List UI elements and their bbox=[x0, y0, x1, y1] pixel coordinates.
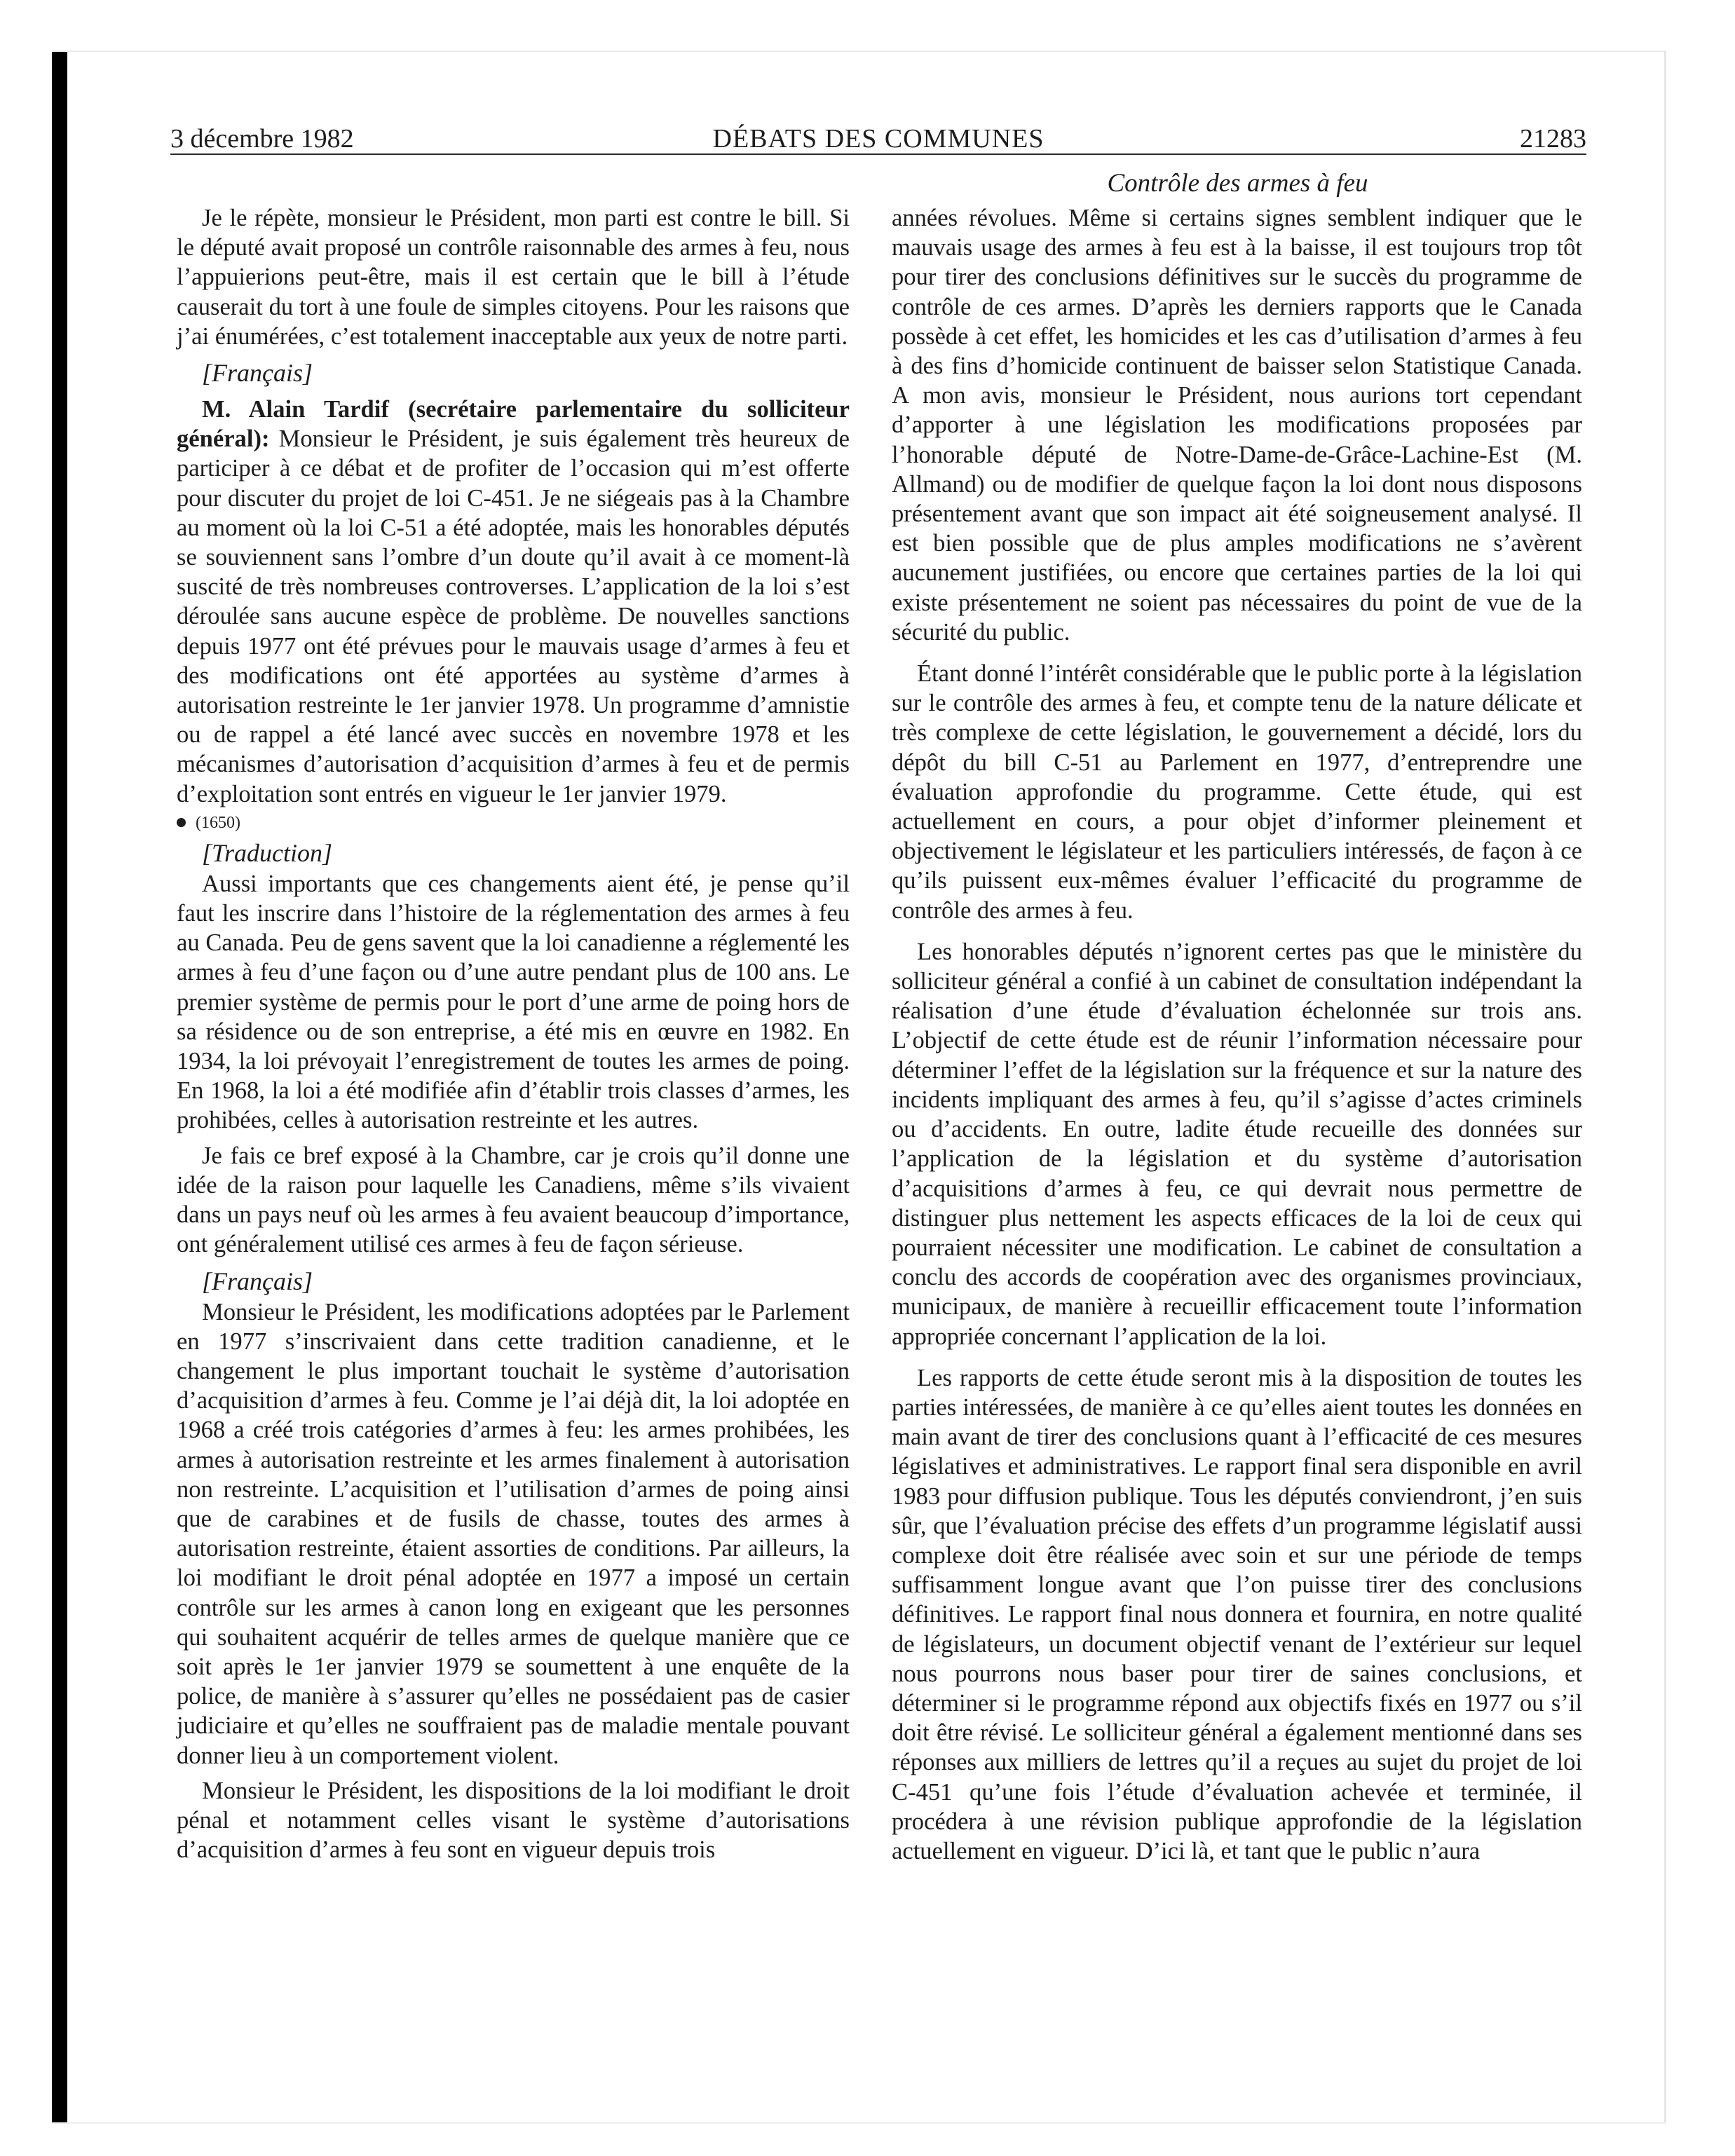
paragraph: Les rapports de cette étude seront mis à la disposition de toutes les parties intéressées, de manière à ce qu’elles aient toutes les données en main avant de tirer des conclusions quant à l’efficacité de ces mesures législatives et administratives. Le rapport final sera disponible en avril 1983 pour diffusion publique. Tous les députés conviendront, j’en suis sûr, que l’évaluation précise des effets d’un programme législatif aussi complexe doit être réalisée avec soin et sur une période de temps suffisamment longue avant que l’on puisse tirer des conclusions définitives. Le rapport final nous donnera et fournira, en notre qualité de législateurs, un document objectif venant de l’extérieur sur lequel nous pourrons nous baser pour tirer de saines conclusions, et déterminer si le programme répond aux objectifs fixés en 1977 ou s’il doit être révisé. Le solliciteur général a également mentionné dans ses réponses aux milliers de lettres qu’il a reçues au sujet du projet de loi C-451 qu’une fois l’étude d’évaluation achevée et terminée, il procédera à une révision publique approfondie de la législation actuellement en vigueur. D’ici là, et tant que le public n’aura bbox=[892, 1364, 1582, 1864]
header-date: 3 décembre 1982 bbox=[170, 124, 354, 153]
speech-text: Monsieur le Président, je suis également très heureux de participer à ce débat et de profiter de l’occasion qui m’est offerte pour discuter du projet de loi C-451. Je ne siégeais pas à la Chambre au moment où la loi C-51 a été adoptée, mais les honorables députés se souviennent sans l’ombre d’un doute qu’il avait à ce moment-là suscité de très nombreuses controverses. L’application de la loi s’est déroulée sans aucune espèce de problème. De nouvelles sanctions depuis 1977 ont été prévues pour le mauvais usage d’armes à feu et des modifications ont été apportées au système d’armes à autorisation restreinte le 1er janvier 1978. Un programme d’amnistie ou de rappel a été lancé avec succès en novembre 1978 et les mécanismes d’autorisation d’acquisition d’armes à feu et de permis d’exploitation sont entrés en vigueur le 1er janvier 1979. bbox=[177, 425, 850, 807]
header-title: DÉBATS DES COMMUNES bbox=[712, 124, 1045, 153]
paragraph: Monsieur le Président, les modifications adoptées par le Parlement en 1977 s’inscrivaient dans cette tradition canadienne, et le changement le plus important touchait le système d’autorisation d’acquisition d’armes à feu. Comme je l’ai déjà dit, la loi adoptée en 1968 a créé trois catégories d’armes à feu: les armes prohibées, les armes à autorisation restreinte et les armes finalement à autorisation non restreinte. L’acquisition et l’utilisation d’armes de poing ainsi que de carabines et de fusils de chasse, toutes des armes à autorisation restreinte, étaient assorties de conditions. Par ailleurs, la loi modifiant le droit pénal adoptée en 1977 a imposé un certain contrôle sur les armes à canon long en exigeant que les personnes qui souhaitent acquérir de telles armes de quelque manière que ce soit après le 1er janvier 1979 se soumettent à une enquête de la police, de manière à s’assurer qu’elles ne possédaient pas de casier judiciaire et qu’elles ne souffraient pas de maladie mentale pouvant donner lieu à un comportement violent. bbox=[177, 1298, 850, 1769]
paragraph: Monsieur le Président, les dispositions de la loi modifiant le droit pénal et notamment celles visant le système d’autorisations d’acquisition d’armes à feu sont en vigueur depuis trois bbox=[177, 1777, 850, 1864]
running-subject: Contrôle des armes à feu bbox=[1107, 169, 1368, 198]
page-number: 21283 bbox=[1520, 124, 1586, 153]
right-column bbox=[892, 203, 1582, 1866]
header-rule bbox=[170, 153, 1586, 155]
speech-paragraph bbox=[177, 395, 850, 809]
page-header bbox=[170, 118, 1586, 157]
language-marker: [Traduction] bbox=[202, 838, 333, 867]
scan-top-edge bbox=[52, 50, 1664, 52]
language-marker: [Français] bbox=[202, 1267, 313, 1295]
time-stamp bbox=[177, 809, 850, 837]
time-stamp-text: (1650) bbox=[196, 813, 240, 832]
paragraph: Je fais ce bref exposé à la Chambre, car je crois qu’il donne une idée de la raison pour laquelle les Canadiens, même s’ils vivaient dans un pays neuf où les armes à feu avaient beaucoup d’importance, ont généralement utilisé ces armes à feu de façon sérieuse. bbox=[177, 1142, 850, 1258]
scan-right-edge bbox=[1664, 50, 1666, 2124]
scan-left-edge bbox=[52, 52, 67, 2124]
paragraph: Je le répète, monsieur le Président, mon parti est contre le bill. Si le député avait proposé un contrôle raisonnable des armes à feu, nous l’appuierions peut-être, mais il est certain que le bill à l’étude causerait du tort à une foule de simples citoyens. Pour les raisons que j’ai énumérées, c’est totalement inacceptable aux yeux de notre parti. bbox=[177, 205, 850, 350]
paragraph: années révolues. Même si certains signes semblent indiquer que le mauvais usage des armes à feu est à la baisse, il est toujours trop tôt pour tirer des conclusions définitives sur le succès du programme de contrôle de ces armes. D’après les derniers rapports que le Canada possède à cet effet, les homicides et les cas d’utilisation d’armes à feu à des fins d’homicide continuent de baisser selon Statistique Canada. A mon avis, monsieur le Président, nous aurions tort cependant d’apporter à une législation les modifications proposées par l’honorable député de Notre-Dame-de-Grâce-Lachine-Est (M. Allmand) ou de modifier de quelque façon la loi dont nous disposons présentement avant que son impact ait été soigneusement analysé. Il est bien possible que de plus amples modifications ne s’avèrent aucunement justifiées, ou encore que certaines parties de la loi qui existe présentement ne soient pas nécessaires du point de vue de la sécurité du public. bbox=[892, 205, 1582, 646]
speaker-name: M. Alain Tardif (secrétaire parlementaire du solliciteur général): bbox=[177, 396, 850, 453]
language-marker: [Français] bbox=[202, 359, 313, 388]
paragraph: Étant donné l’intérêt considérable que le public porte à la législation sur le contrôle des armes à feu, et compte tenu de la nature délicate et très complexe de cette législation, le gouvernement a décidé, lors du dépôt du bill C-51 au Parlement en 1977, d’entreprendre une évaluation approfondie du programme. Cette étude, qui est actuellement en cours, a pour objet d’informer pleinement et objectivement le législateur et les particuliers intéressés, de façon à ce qu’ils puissent eux-mêmes évaluer l’efficacité du programme de contrôle des armes à feu. bbox=[892, 660, 1582, 924]
bullet-icon bbox=[177, 818, 186, 827]
scan-bottom-edge bbox=[52, 2122, 1666, 2124]
paragraph: Les honorables députés n’ignorent certes pas que le ministère du solliciteur général a confié à un cabinet de consultation indépendant la réalisation d’une étude d’évaluation échelonnée sur trois ans. L’objectif de cette étude est de réunir l’information nécessaire pour déterminer l’effet de la législation sur la fréquence et sur la nature des incidents impliquant des armes à feu, qu’il s’agisse d’actes criminels ou d’accidents. En outre, ladite étude recueille des données sur l’application de la législation et du système d’autorisation d’acquisitions d’armes à feu, ce qui devrait nous permettre de distinguer plus nettement les aspects efficaces de la loi de ceux qui pourraient nécessiter une modification. Le cabinet de consultation a conclu des accords de coopération avec des organismes provinciaux, municipaux, de manière à recueillir efficacement toute l’information appropriée concernant l’application de la loi. bbox=[892, 938, 1582, 1350]
paragraph: Aussi importants que ces changements aient été, je pense qu’il faut les inscrire dans l’histoire de la réglementation des armes à feu au Canada. Peu de gens savent que la loi canadienne a réglementé les armes à feu d’une façon ou d’une autre pendant plus de 100 ans. Le premier système de permis pour le port d’une arme de poing hors de sa résidence ou de son entreprise, a été mis en œuvre en 1982. En 1934, la loi prévoyait l’enregistrement de toutes les armes de poing. En 1968, la loi a été modifiée afin d’établir trois classes d’armes, les prohibées, celles à autorisation restreinte et les autres. bbox=[177, 870, 850, 1134]
left-column bbox=[177, 203, 850, 1864]
